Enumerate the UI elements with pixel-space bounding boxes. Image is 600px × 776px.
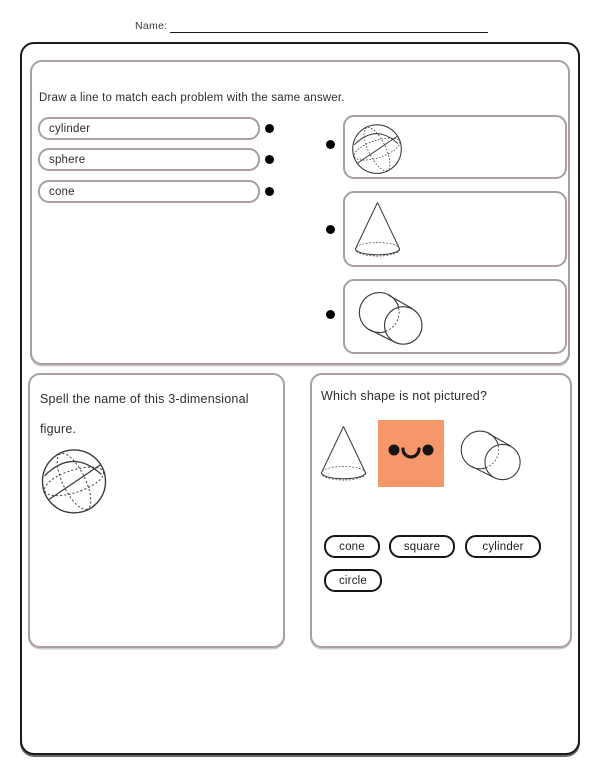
problem-label: cone (49, 185, 75, 198)
connector-dot-cylinder[interactable] (265, 124, 274, 133)
option-button-square[interactable]: square (389, 535, 455, 558)
name-input-line[interactable] (170, 32, 488, 33)
option-button-cone[interactable]: cone (324, 535, 380, 558)
worksheet-frame (20, 42, 580, 755)
cone-figure-icon (315, 419, 372, 491)
sphere-figure-icon (39, 445, 109, 515)
cylinder-figure-icon (457, 425, 525, 487)
cone-figure-icon (349, 199, 406, 263)
problem-box-cone (38, 180, 260, 203)
which-section (310, 373, 572, 648)
problem-label: sphere (49, 153, 86, 166)
problem-box-sphere (38, 148, 260, 171)
problem-label: cylinder (49, 122, 91, 135)
option-button-circle[interactable]: circle (324, 569, 382, 592)
answer-box-sphere (343, 115, 567, 179)
connector-dot-answer-cone[interactable] (326, 225, 335, 234)
spell-prompt: Spell the name of this 3-dimensional figure. (40, 392, 249, 436)
name-label: Name: (135, 20, 168, 32)
smiley-face-icon (388, 441, 434, 467)
answer-box-cone (343, 191, 567, 267)
connector-dot-sphere[interactable] (265, 155, 274, 164)
which-prompt: Which shape is not pictured? (321, 389, 488, 403)
match-prompt: Draw a line to match each problem with the same answer. (39, 92, 345, 104)
sphere-figure-icon (350, 121, 404, 175)
match-section (30, 60, 570, 365)
problem-box-cylinder (38, 117, 260, 140)
spell-section (28, 373, 285, 648)
cylinder-figure-icon (353, 288, 429, 350)
connector-dot-answer-cylinder[interactable] (326, 310, 335, 319)
option-button-cylinder[interactable]: cylinder (465, 535, 541, 558)
connector-dot-cone[interactable] (265, 187, 274, 196)
answer-box-cylinder (343, 279, 567, 354)
connector-dot-answer-sphere[interactable] (326, 140, 335, 149)
orange-square-face (378, 420, 444, 487)
